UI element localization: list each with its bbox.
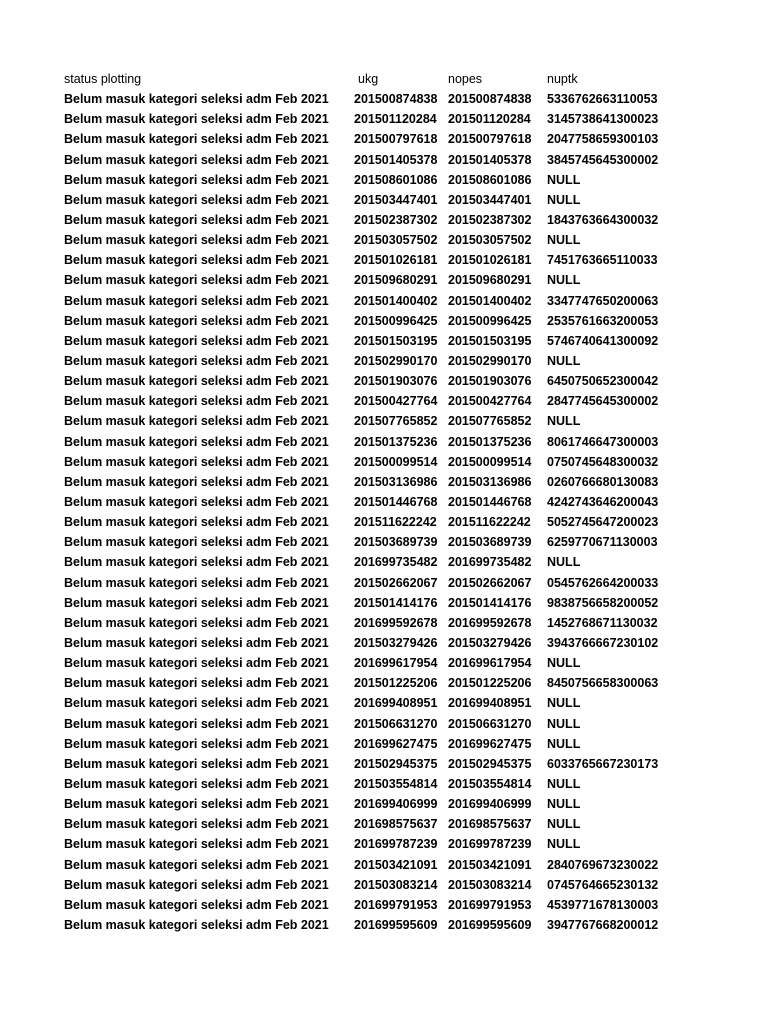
nopes-cell: 201503554814 (448, 776, 532, 791)
table-row (64, 170, 744, 190)
nuptk-cell: 2535761663200053 (547, 313, 659, 328)
table-row (64, 129, 744, 149)
nuptk-cell: NULL (547, 233, 581, 248)
table-row (64, 391, 744, 411)
nuptk-cell: NULL (547, 797, 581, 812)
nuptk-cell: NULL (547, 273, 581, 288)
ukg-cell: 201503447401 (354, 192, 438, 207)
status-cell: Belum masuk kategori seleksi adm Feb 2021 (64, 273, 329, 288)
status-cell: Belum masuk kategori seleksi adm Feb 2021 (64, 817, 329, 832)
table-row (64, 673, 744, 693)
status-cell: Belum masuk kategori seleksi adm Feb 2021 (64, 132, 329, 147)
status-cell: Belum masuk kategori seleksi adm Feb 2021 (64, 857, 329, 872)
status-cell: Belum masuk kategori seleksi adm Feb 2021 (64, 877, 329, 892)
table-row (64, 190, 744, 210)
ukg-cell: 201699595609 (354, 917, 438, 932)
status-cell: Belum masuk kategori seleksi adm Feb 2021 (64, 776, 329, 791)
ukg-cell: 201501375236 (354, 434, 438, 449)
ukg-cell: 201509680291 (354, 273, 438, 288)
nuptk-cell: 6450750652300042 (547, 374, 659, 389)
table-row (64, 895, 744, 915)
status-cell: Belum masuk kategori seleksi adm Feb 2021 (64, 736, 329, 751)
table-row (64, 854, 744, 874)
nopes-cell: 201503421091 (448, 857, 532, 872)
ukg-cell: 201699617954 (354, 656, 438, 671)
ukg-cell: 201699406999 (354, 797, 438, 812)
nopes-cell: 201502945375 (448, 756, 532, 771)
table-row (64, 653, 744, 673)
status-cell: Belum masuk kategori seleksi adm Feb 2021 (64, 696, 329, 711)
nuptk-cell: NULL (547, 837, 581, 852)
status-cell: Belum masuk kategori seleksi adm Feb 2021 (64, 152, 329, 167)
nopes-cell: 201511622242 (448, 515, 531, 530)
status-cell: Belum masuk kategori seleksi adm Feb 2021 (64, 474, 329, 489)
spreadsheet-table (64, 69, 744, 935)
table-row (64, 210, 744, 230)
nuptk-cell: NULL (547, 172, 581, 187)
nopes-cell: 201699617954 (448, 656, 532, 671)
status-cell: Belum masuk kategori seleksi adm Feb 2021 (64, 837, 329, 852)
nuptk-cell: 0750745648300032 (547, 454, 659, 469)
header-nopes: nopes (448, 72, 483, 87)
ukg-cell: 201507765852 (354, 414, 438, 429)
nopes-cell: 201699408951 (448, 696, 532, 711)
nuptk-cell: 4539771678130003 (547, 897, 659, 912)
nopes-cell: 201501903076 (448, 374, 532, 389)
status-cell: Belum masuk kategori seleksi adm Feb 2021 (64, 112, 329, 127)
nopes-cell: 201501405378 (448, 152, 532, 167)
nuptk-cell: 5336762663110053 (547, 92, 658, 107)
status-cell: Belum masuk kategori seleksi adm Feb 2021 (64, 897, 329, 912)
table-row (64, 593, 744, 613)
header-status-plotting: status plotting (64, 72, 142, 87)
nopes-cell: 201698575637 (448, 817, 532, 832)
nopes-cell: 201699627475 (448, 736, 532, 751)
ukg-cell: 201502387302 (354, 213, 438, 228)
table-row (64, 89, 744, 109)
table-row (64, 814, 744, 834)
table-row (64, 270, 744, 290)
nopes-cell: 201501225206 (448, 676, 532, 691)
nuptk-cell: 8450756658300063 (547, 676, 659, 691)
table-row (64, 915, 744, 935)
ukg-cell: 201501026181 (354, 253, 438, 268)
status-cell: Belum masuk kategori seleksi adm Feb 2021 (64, 797, 329, 812)
table-row (64, 754, 744, 774)
nopes-cell: 201500427764 (448, 394, 532, 409)
nopes-cell: 201508601086 (448, 172, 532, 187)
nopes-cell: 201699791953 (448, 897, 532, 912)
nuptk-cell: NULL (547, 696, 581, 711)
nuptk-cell: 5052745647200023 (547, 515, 659, 530)
nopes-cell: 201507765852 (448, 414, 532, 429)
table-row (64, 834, 744, 854)
nuptk-cell: NULL (547, 555, 581, 570)
nopes-cell: 201501375236 (448, 434, 532, 449)
table-row (64, 411, 744, 431)
table-row (64, 794, 744, 814)
nopes-cell: 201503279426 (448, 636, 532, 650)
nuptk-cell: 7451763665110033 (547, 253, 658, 268)
nuptk-cell: 3943766667230102 (547, 636, 659, 650)
table-row (64, 734, 744, 754)
table-row (64, 150, 744, 170)
status-cell: Belum masuk kategori seleksi adm Feb 2021 (64, 253, 329, 268)
nuptk-cell: 6259770671130003 (547, 535, 658, 550)
nopes-cell: 201503447401 (448, 192, 532, 207)
ukg-cell: 201502662067 (354, 575, 438, 590)
nopes-cell: 201500874838 (448, 92, 532, 107)
table-row (64, 371, 744, 391)
header-nuptk: nuptk (547, 72, 578, 87)
header-row (64, 69, 744, 89)
table-row (64, 693, 744, 713)
nuptk-cell: 1452768671130032 (547, 615, 658, 630)
ukg-cell: 201503689739 (354, 535, 438, 550)
ukg-cell: 201699735482 (354, 555, 438, 570)
nopes-cell: 201500797618 (448, 132, 532, 147)
nopes-cell: 201503136986 (448, 474, 532, 489)
nuptk-cell: 2047758659300103 (547, 132, 659, 147)
ukg-cell: 201500427764 (354, 394, 438, 409)
status-cell: Belum masuk kategori seleksi adm Feb 2021 (64, 434, 329, 449)
table-body (64, 89, 744, 935)
nopes-cell: 201501503195 (448, 333, 532, 348)
table-row (64, 633, 744, 653)
nuptk-cell: 3947767668200012 (547, 917, 659, 932)
status-cell: Belum masuk kategori seleksi adm Feb 2021 (64, 374, 329, 389)
table-row (64, 311, 744, 331)
status-cell: Belum masuk kategori seleksi adm Feb 2021 (64, 716, 329, 731)
nopes-cell: 201500099514 (448, 454, 532, 469)
nopes-cell: 201500996425 (448, 313, 532, 328)
nuptk-cell: 1843763664300032 (547, 213, 659, 228)
status-cell: Belum masuk kategori seleksi adm Feb 2021 (64, 233, 329, 248)
nuptk-cell: 8061746647300003 (547, 434, 659, 449)
status-cell: Belum masuk kategori seleksi adm Feb 2021 (64, 595, 329, 610)
table-row (64, 109, 744, 129)
nopes-cell: 201699787239 (448, 837, 532, 852)
ukg-cell: 201699408951 (354, 696, 438, 711)
nuptk-cell: 5746740641300092 (547, 333, 659, 348)
ukg-cell: 201500874838 (354, 92, 438, 107)
ukg-cell: 201511622242 (354, 515, 437, 530)
status-cell: Belum masuk kategori seleksi adm Feb 2021 (64, 676, 329, 691)
table-row (64, 331, 744, 351)
ukg-cell: 201503554814 (354, 776, 438, 791)
ukg-cell: 201502990170 (354, 354, 438, 369)
nuptk-cell: 0260766680130083 (547, 474, 659, 489)
table-row (64, 875, 744, 895)
nuptk-cell: NULL (547, 414, 581, 429)
status-cell: Belum masuk kategori seleksi adm Feb 2021 (64, 192, 329, 207)
ukg-cell: 201501503195 (354, 333, 438, 348)
table-row (64, 452, 744, 472)
ukg-cell: 201506631270 (354, 716, 438, 731)
status-cell: Belum masuk kategori seleksi adm Feb 2021 (64, 615, 329, 630)
nuptk-cell: NULL (547, 716, 581, 731)
status-cell: Belum masuk kategori seleksi adm Feb 2021 (64, 293, 329, 308)
nuptk-cell: NULL (547, 192, 581, 207)
status-cell: Belum masuk kategori seleksi adm Feb 2021 (64, 535, 329, 550)
nopes-cell: 201502387302 (448, 213, 532, 228)
nopes-cell: 201501446768 (448, 495, 532, 510)
nuptk-cell: NULL (547, 776, 581, 791)
nuptk-cell: 6033765667230173 (547, 756, 659, 771)
status-cell: Belum masuk kategori seleksi adm Feb 2021 (64, 454, 329, 469)
nuptk-cell: 3347747650200063 (547, 293, 659, 308)
status-cell: Belum masuk kategori seleksi adm Feb 2021 (64, 354, 329, 369)
nopes-cell: 201501120284 (448, 112, 531, 127)
table-row (64, 573, 744, 593)
nuptk-cell: 2840769673230022 (547, 857, 659, 872)
nopes-cell: 201503689739 (448, 535, 532, 550)
status-cell: Belum masuk kategori seleksi adm Feb 2021 (64, 313, 329, 328)
status-cell: Belum masuk kategori seleksi adm Feb 2021 (64, 213, 329, 228)
table-row (64, 250, 744, 270)
nuptk-cell: 0745764665230132 (547, 877, 659, 892)
ukg-cell: 201500099514 (354, 454, 438, 469)
nopes-cell: 201699592678 (448, 615, 532, 630)
nopes-cell: 201502990170 (448, 354, 532, 369)
ukg-cell: 201501400402 (354, 293, 438, 308)
nuptk-cell: NULL (547, 656, 581, 671)
table-row (64, 774, 744, 794)
status-cell: Belum masuk kategori seleksi adm Feb 2021 (64, 394, 329, 409)
ukg-cell: 201508601086 (354, 172, 438, 187)
table-row (64, 291, 744, 311)
nuptk-cell: 3845745645300002 (547, 152, 659, 167)
nopes-cell: 201509680291 (448, 273, 532, 288)
nuptk-cell: 2847745645300002 (547, 394, 659, 409)
ukg-cell: 201503421091 (354, 857, 438, 872)
ukg-cell: 201503083214 (354, 877, 438, 892)
ukg-cell: 201503057502 (354, 233, 438, 248)
nopes-cell: 201506631270 (448, 716, 532, 731)
table-row (64, 532, 744, 552)
nopes-cell: 201503057502 (448, 233, 532, 248)
table-row (64, 552, 744, 572)
status-cell: Belum masuk kategori seleksi adm Feb 2021 (64, 575, 329, 590)
table-row (64, 512, 744, 532)
ukg-cell: 201502945375 (354, 756, 438, 771)
nuptk-cell: 0545762664200033 (547, 575, 659, 590)
ukg-cell: 201503279426 (354, 636, 438, 650)
status-cell: Belum masuk kategori seleksi adm Feb 2021 (64, 495, 329, 510)
ukg-cell: 201501446768 (354, 495, 438, 510)
ukg-cell: 201500797618 (354, 132, 438, 147)
nuptk-cell: NULL (547, 354, 581, 369)
table-row (64, 714, 744, 734)
nopes-cell: 201502662067 (448, 575, 532, 590)
nopes-cell: 201503083214 (448, 877, 532, 892)
table-row (64, 613, 744, 633)
table-row (64, 492, 744, 512)
status-cell: Belum masuk kategori seleksi adm Feb 2021 (64, 515, 329, 530)
ukg-cell: 201500996425 (354, 313, 438, 328)
ukg-cell: 201501225206 (354, 676, 438, 691)
status-cell: Belum masuk kategori seleksi adm Feb 2021 (64, 636, 329, 650)
status-cell: Belum masuk kategori seleksi adm Feb 2021 (64, 333, 329, 348)
ukg-cell: 201699627475 (354, 736, 438, 751)
ukg-cell: 201501120284 (354, 112, 437, 127)
status-cell: Belum masuk kategori seleksi adm Feb 2021 (64, 414, 329, 429)
ukg-cell: 201699592678 (354, 615, 438, 630)
header-ukg: ukg (358, 72, 379, 87)
nopes-cell: 201699406999 (448, 797, 532, 812)
status-cell: Belum masuk kategori seleksi adm Feb 2021 (64, 555, 329, 570)
table-row (64, 230, 744, 250)
table-row (64, 472, 744, 492)
ukg-cell: 201501903076 (354, 374, 438, 389)
ukg-cell: 201501414176 (354, 595, 438, 610)
table-row (64, 432, 744, 452)
nuptk-cell: 3145738641300023 (547, 112, 659, 127)
table-row (64, 351, 744, 371)
nopes-cell: 201501400402 (448, 293, 532, 308)
ukg-cell: 201698575637 (354, 817, 438, 832)
nopes-cell: 201501414176 (448, 595, 532, 610)
nopes-cell: 201501026181 (448, 253, 532, 268)
nuptk-cell: NULL (547, 817, 581, 832)
ukg-cell: 201699787239 (354, 837, 438, 852)
ukg-cell: 201501405378 (354, 152, 438, 167)
nuptk-cell: 4242743646200043 (547, 495, 659, 510)
ukg-cell: 201699791953 (354, 897, 438, 912)
status-cell: Belum masuk kategori seleksi adm Feb 2021 (64, 756, 329, 771)
nuptk-cell: 9838756658200052 (547, 595, 659, 610)
status-cell: Belum masuk kategori seleksi adm Feb 2021 (64, 917, 329, 932)
nopes-cell: 201699595609 (448, 917, 532, 932)
nuptk-cell: NULL (547, 736, 581, 751)
nopes-cell: 201699735482 (448, 555, 532, 570)
ukg-cell: 201503136986 (354, 474, 438, 489)
status-cell: Belum masuk kategori seleksi adm Feb 2021 (64, 172, 329, 187)
status-cell: Belum masuk kategori seleksi adm Feb 2021 (64, 92, 329, 107)
status-cell: Belum masuk kategori seleksi adm Feb 2021 (64, 656, 329, 671)
